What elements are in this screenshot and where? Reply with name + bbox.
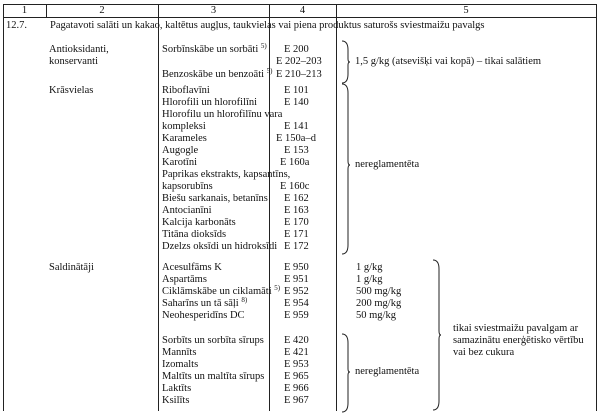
row-title: Pagatavoti salāti un kakao, kaltētus augļus, taukvielas vai piena produktus saturošs sviestmaižu pavalgs [50, 20, 485, 31]
sweetener-condition: tikai sviestmaižu pavalgam ar [453, 323, 579, 334]
additive-code: E 200 [284, 44, 309, 55]
footnote-ref: 8) [241, 296, 248, 304]
header-col-1: 1 [21, 5, 28, 16]
polyol-code: E 966 [284, 383, 309, 394]
limit-polyols: nereglamentēta [355, 366, 420, 377]
sweetener-code: E 951 [284, 274, 309, 285]
sweetener-limit: 500 mg/kg [356, 286, 402, 297]
polyol-code: E 421 [284, 347, 309, 358]
limit-colours: nereglamentēta [355, 159, 420, 170]
polyol-code: E 420 [284, 335, 309, 346]
brace-polyols [341, 333, 351, 413]
sweetener-name: Aspartāms [162, 274, 207, 285]
category-sweeteners: Saldinātāji [49, 262, 94, 273]
brace-colours [341, 83, 351, 255]
colour-code: E 150a–d [276, 133, 316, 144]
colour-code: E 162 [284, 193, 309, 204]
sweetener-code: E 950 [284, 262, 309, 273]
table-right-border [596, 4, 597, 411]
column-divider-3 [269, 4, 270, 411]
brace-sweeteners [432, 259, 442, 411]
sweetener-limit: 200 mg/kg [356, 298, 402, 309]
polyol-name: Maltīts un maltīta sīrups [162, 371, 265, 382]
column-divider-4 [336, 4, 337, 411]
sweetener-name: Saharīns un tā sāļi $^{8)}$ [162, 296, 248, 309]
colour-code: E 172 [284, 241, 309, 252]
limit-antioxidants: 1,5 g/kg (atsevišķi vai kopā) – tikai salātiem [355, 56, 542, 67]
colour-name: Hlorofili un hlorofilīni [162, 97, 258, 108]
footnote-ref: 5) [266, 67, 273, 75]
colour-code: E 170 [284, 217, 309, 228]
polyol-name: Sorbīts un sorbīta sīrups [162, 335, 264, 346]
sweetener-code: E 952 [284, 286, 309, 297]
colour-code: E 160a [280, 157, 310, 168]
sweetener-limit: 50 mg/kg [356, 310, 396, 321]
colour-code: E 160c [280, 181, 310, 192]
colour-name: Augogle [162, 145, 199, 156]
polyol-name: Mannīts [162, 347, 197, 358]
colour-name: Karotīni [162, 157, 197, 168]
additive-name: Sorbīnskābe un sorbāti $^{5)}$ [162, 42, 267, 55]
polyol-name: Izomalts [162, 359, 199, 370]
colour-code: E 101 [284, 85, 309, 96]
header-col-4: 4 [299, 5, 306, 16]
additive-code: E 210–213 [276, 69, 322, 80]
polyol-name: Ksilīts [162, 395, 190, 406]
sweetener-code: E 954 [284, 298, 309, 309]
sweetener-name: Acesulfāms K [162, 262, 222, 273]
colour-name: Paprikas ekstrakts, kapsantīns, [162, 169, 291, 180]
colour-name: Dzelzs oksīdi un hidroksīdi [162, 241, 278, 252]
additive-code: E 202–203 [276, 56, 322, 67]
category-antioxidants: Antioksidanti, [49, 44, 109, 55]
category-colours: Krāsvielas [49, 85, 94, 96]
colour-code: E 171 [284, 229, 309, 240]
row-number: 12.7. [6, 20, 27, 31]
column-divider-2 [158, 4, 159, 411]
sweetener-name: Neohesperidīns DC [162, 310, 245, 321]
colour-name: kompleksi [162, 121, 206, 132]
brace-antioxidants [341, 40, 351, 84]
header-bottom-border [3, 17, 596, 18]
colour-name: Kalcija karbonāts [162, 217, 236, 228]
sweetener-name: Ciklāmskābe un ciklamāti $^{5)}$ [162, 284, 281, 297]
colour-code: E 141 [284, 121, 309, 132]
colour-code: E 140 [284, 97, 309, 108]
colour-name: Hlorofilu un hlorofilīnu vara [162, 109, 283, 120]
polyol-code: E 965 [284, 371, 309, 382]
footnote-ref: 5) [260, 42, 267, 50]
sweetener-code: E 959 [284, 310, 309, 321]
header-col-5: 5 [463, 5, 469, 16]
colour-name: Riboflavīni [162, 85, 210, 96]
sweetener-condition: vai bez cukura [453, 347, 515, 358]
colour-name: kapsorubīns [162, 181, 213, 192]
header-col-2: 2 [99, 5, 105, 16]
category-preservatives: konservanti [49, 56, 98, 67]
sweetener-limit: 1 g/kg [356, 262, 383, 273]
sweetener-limit: 1 g/kg [356, 274, 383, 285]
footnote-ref: 5) [274, 284, 281, 292]
polyol-name: Laktīts [162, 383, 192, 394]
colour-code: E 153 [284, 145, 309, 156]
additive-name: Benzoskābe un benzoāti $^{5)}$ [162, 67, 273, 80]
polyol-code: E 953 [284, 359, 309, 370]
sweetener-condition: samazinātu enerģētisko vērtību [453, 335, 584, 346]
colour-name: Titāna dioksīds [162, 229, 227, 240]
table-left-border [3, 4, 4, 411]
colour-name: Biešu sarkanais, betanīns [162, 193, 268, 204]
polyol-code: E 967 [284, 395, 309, 406]
colour-code: E 163 [284, 205, 309, 216]
colour-name: Karameles [162, 133, 207, 144]
colour-name: Antocianīni [162, 205, 212, 216]
header-col-3: 3 [210, 5, 217, 16]
